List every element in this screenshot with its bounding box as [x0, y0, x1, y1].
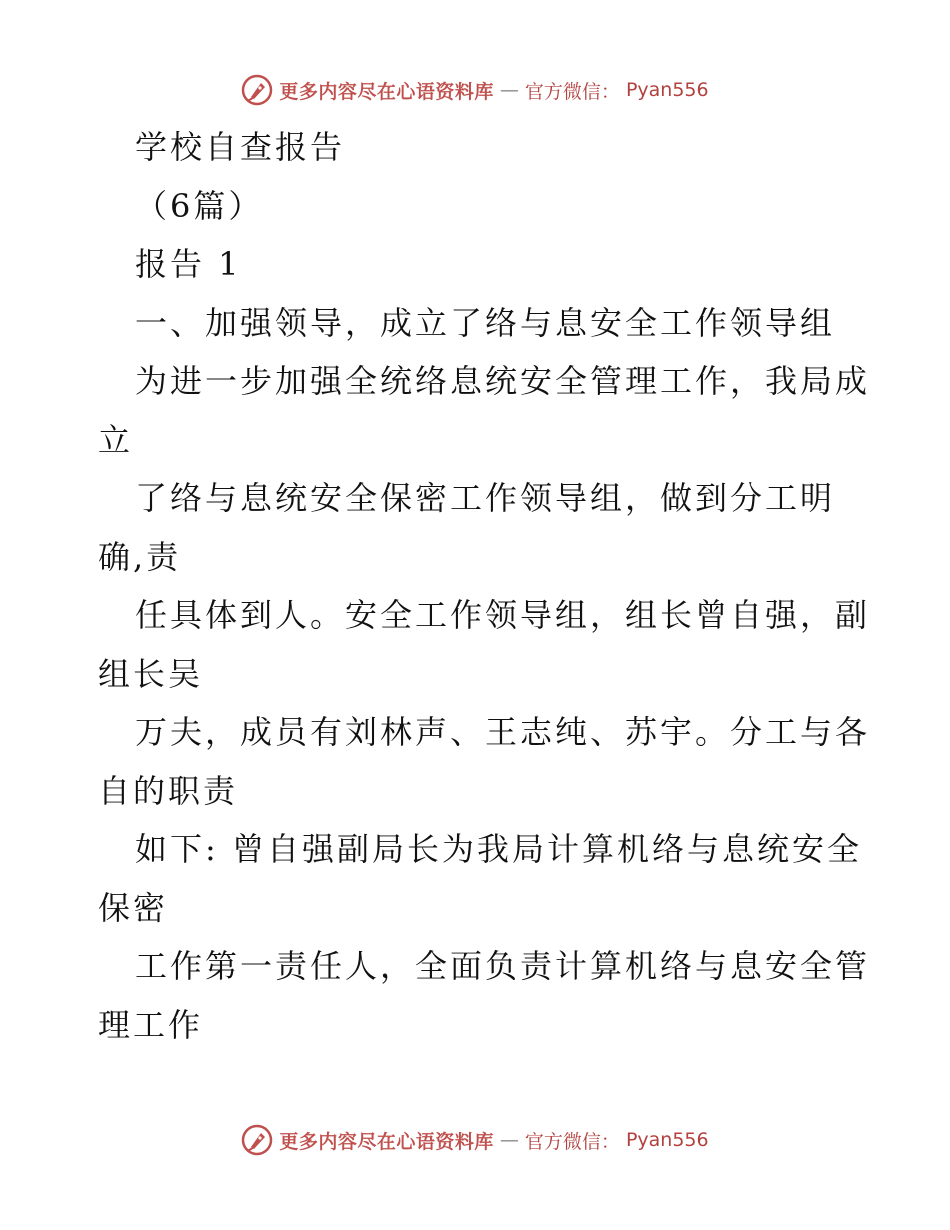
document-title: 学校自查报告 — [135, 128, 346, 166]
banner-wechat-label: 官方微信： — [524, 80, 620, 103]
text-line: 报告 1 — [135, 245, 242, 283]
banner-text: 更多内容尽在心语资料库 — [279, 1130, 494, 1153]
text-line: 保密 — [98, 888, 169, 927]
banner-dash: — — [499, 79, 519, 101]
text-line: 任具体到人。安全工作领导组，组长曾自强，副 — [135, 596, 871, 634]
banner-wechat-id: Pyan556 — [625, 1129, 709, 1151]
pen-nib-logo-icon — [241, 74, 273, 106]
text-line: （6篇） — [135, 186, 264, 225]
footer-banner — [0, 1120, 950, 1160]
pen-nib-logo-icon — [241, 1124, 273, 1156]
banner-wechat-label: 官方微信： — [524, 1130, 620, 1153]
banner-dash: — — [499, 1129, 519, 1151]
text-line: 为进一步加强全统络息统安全管理工作，我局成 — [135, 362, 871, 400]
header-banner — [0, 70, 950, 110]
text-line: 组长吴 — [98, 654, 204, 693]
banner-text: 更多内容尽在心语资料库 — [279, 80, 494, 103]
text-line: 立 — [98, 420, 134, 459]
text-line: 了络与息统安全保密工作领导组，做到分工明 — [135, 479, 836, 517]
text-line: 工作第一责任人，全面负责计算机络与息安全管 — [135, 947, 871, 985]
text-line: 自的职责 — [98, 771, 239, 810]
text-line: 一、加强领导，成立了络与息安全工作领导组 — [135, 303, 836, 342]
banner-wechat-id: Pyan556 — [625, 79, 709, 101]
text-line: 确,责 — [98, 537, 182, 576]
document-body — [98, 118, 871, 1054]
text-line: 理工作 — [98, 1005, 204, 1044]
text-line: 万夫，成员有刘林声、王志纯、苏宇。分工与各 — [135, 713, 871, 751]
text-line: 如下: 曾自强副局长为我局计算机络与息统安全 — [135, 830, 862, 868]
